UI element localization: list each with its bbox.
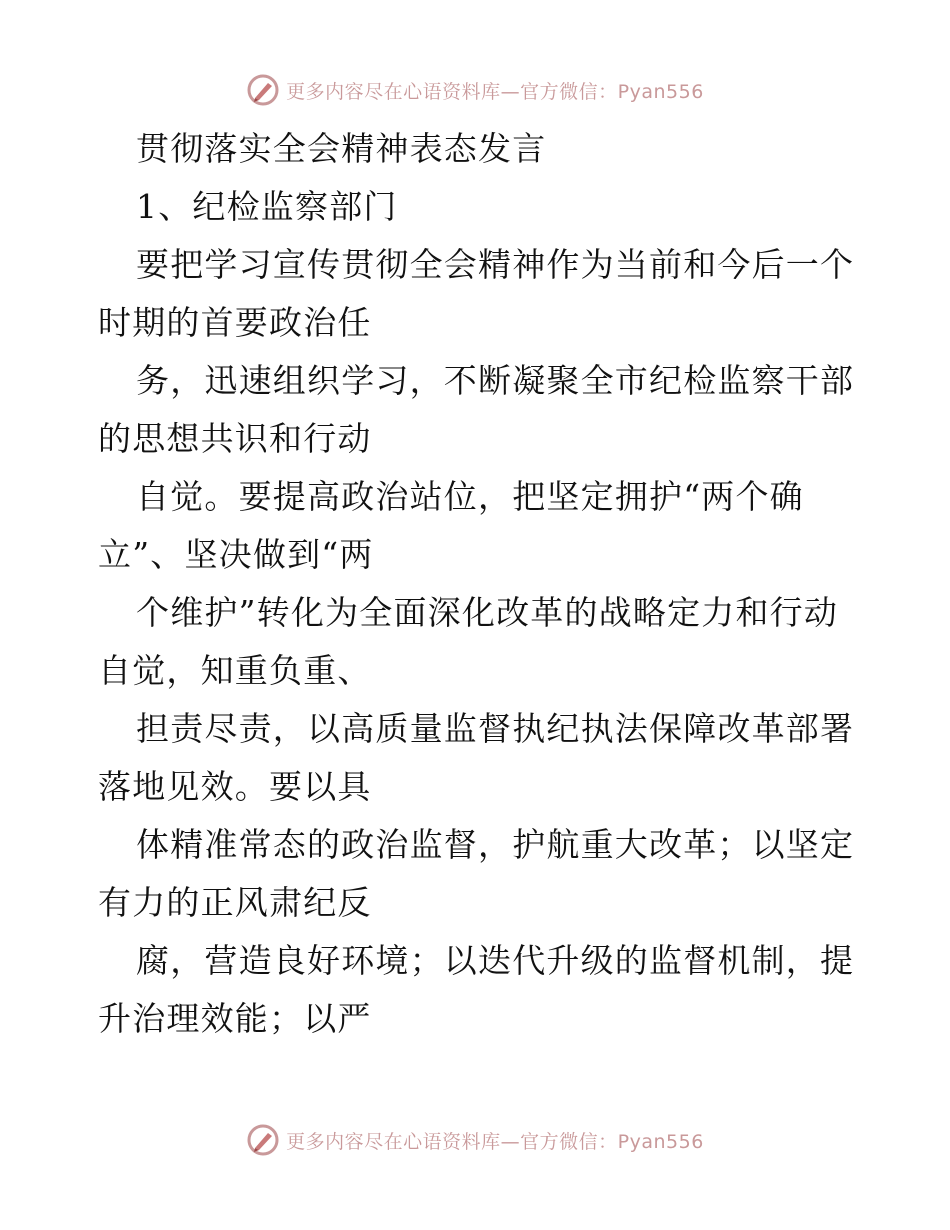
section-heading: 1、纪检监察部门 bbox=[136, 187, 398, 226]
header-watermark-text: 更多内容尽在心语资料库—官方微信：Pyan556 bbox=[286, 80, 704, 103]
text-line: 体精准常态的政治监督，护航重大改革；以坚定 bbox=[136, 825, 855, 864]
text-line: 自觉。要提高政治站位，把坚定拥护“两个确 bbox=[136, 477, 804, 516]
text-line: 升治理效能；以严 bbox=[98, 999, 372, 1038]
text-line: 个维护”转化为全面深化改革的战略定力和行动 bbox=[136, 593, 839, 632]
text-line: 时期的首要政治任 bbox=[98, 303, 372, 342]
pen-logo-icon bbox=[246, 1123, 280, 1157]
footer-watermark bbox=[0, 1120, 950, 1160]
text-line: 有力的正风肃纪反 bbox=[98, 883, 372, 922]
header-watermark bbox=[0, 70, 950, 110]
pen-logo-icon bbox=[246, 73, 280, 107]
text-line: 担责尽责，以高质量监督执纪执法保障改革部署 bbox=[136, 709, 855, 748]
text-line: 落地见效。要以具 bbox=[98, 767, 372, 806]
text-line: 自觉，知重负重、 bbox=[98, 651, 372, 690]
document-title: 贯彻落实全会精神表态发言 bbox=[136, 129, 547, 168]
footer-watermark-text: 更多内容尽在心语资料库—官方微信：Pyan556 bbox=[286, 1130, 704, 1153]
text-line: 务，迅速组织学习，不断凝聚全市纪检监察干部 bbox=[136, 361, 855, 400]
text-line: 要把学习宣传贯彻全会精神作为当前和今后一个 bbox=[136, 245, 855, 284]
text-line: 的思想共识和行动 bbox=[98, 419, 372, 458]
document-body bbox=[98, 120, 858, 1048]
text-line: 腐，营造良好环境；以迭代升级的监督机制，提 bbox=[136, 941, 855, 980]
text-line: 立”、坚决做到“两 bbox=[98, 535, 374, 574]
